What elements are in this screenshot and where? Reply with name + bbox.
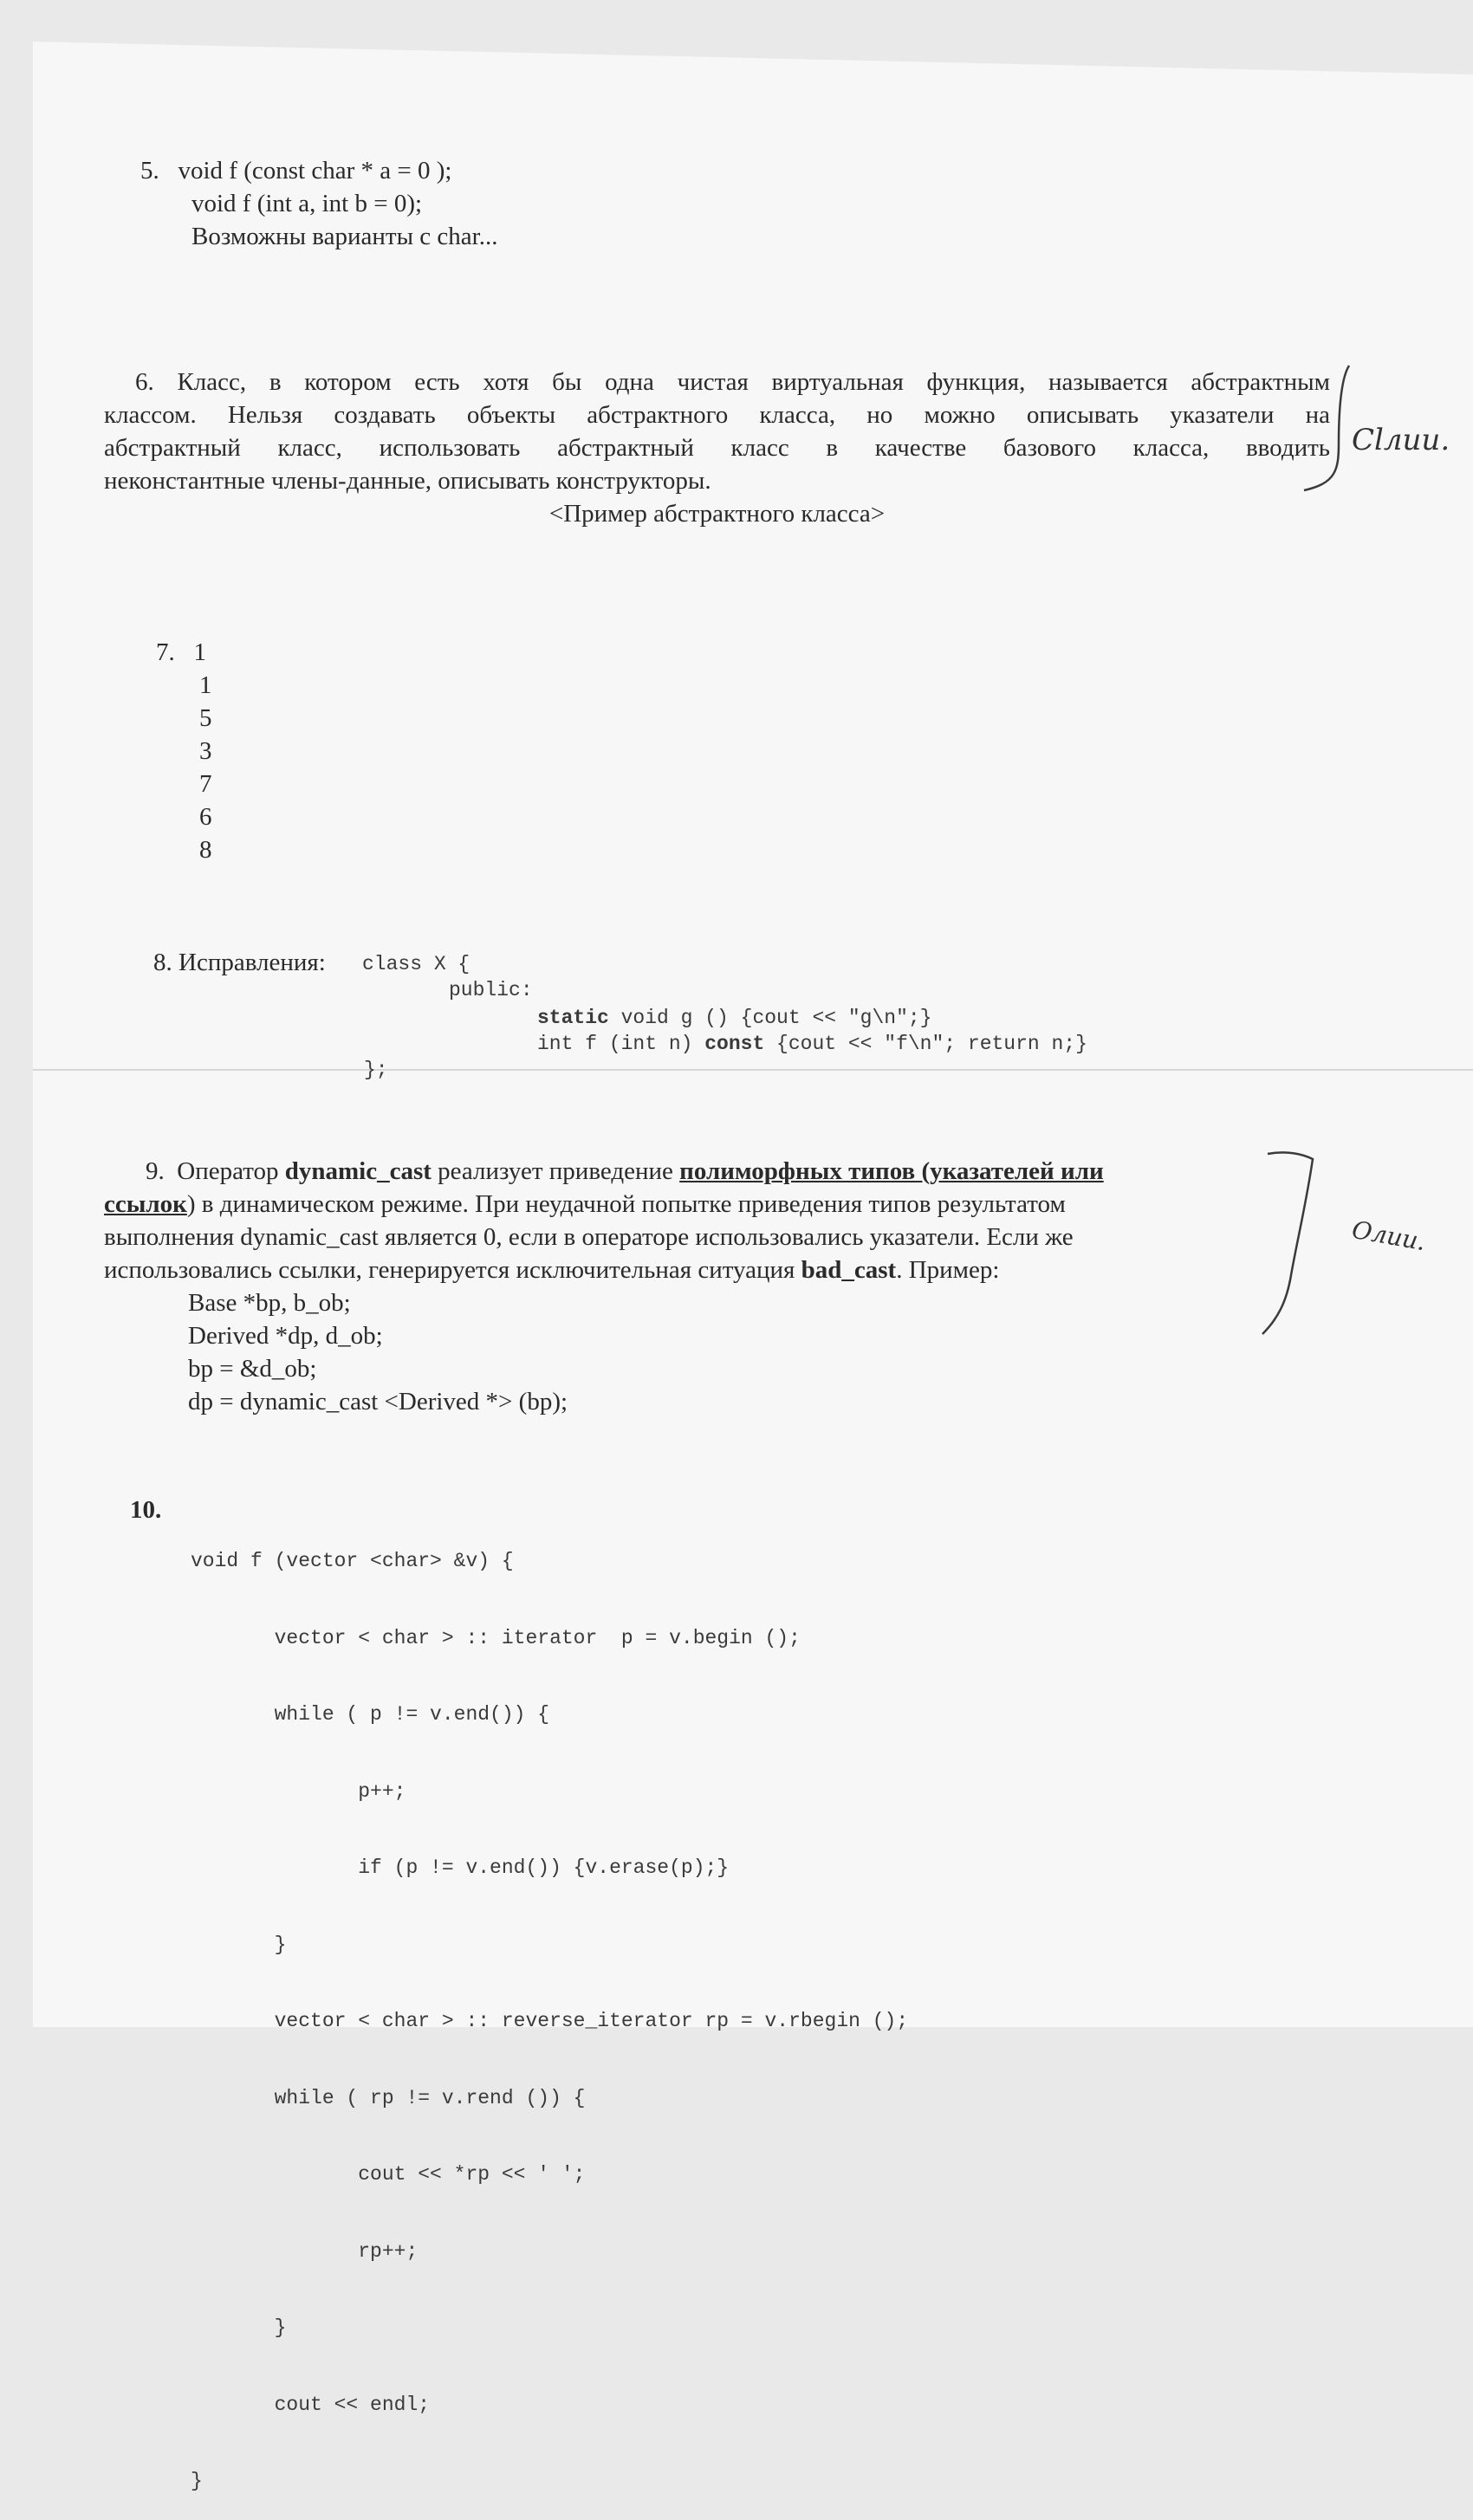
corrections-label: Исправления:	[178, 949, 326, 976]
question-number: 5.	[140, 157, 159, 185]
code-line: cout << *rp << ' ';	[191, 2163, 586, 2186]
code-line: void f (vector <char> &v) {	[191, 1550, 514, 1572]
question-number: 7.	[156, 638, 175, 666]
q8-code-line: };	[364, 1059, 388, 1081]
q9-text: использовались ссылки, генерируется исключительная ситуация	[104, 1256, 801, 1284]
abstract-class-example: <Пример абстрактного класса>	[548, 500, 886, 528]
margin-bracket	[1295, 362, 1356, 496]
q9-example-line: Derived *dp, d_ob;	[188, 1322, 383, 1350]
question-number: 8.	[153, 949, 172, 976]
code-line: rp++;	[191, 2239, 419, 2263]
answer-value: 3	[199, 737, 212, 765]
margin-grade-note: Oлии.	[1349, 1215, 1428, 1257]
code-line: cout << endl;	[191, 2393, 431, 2416]
code-line: if (p != v.end()) {v.erase(p);}	[191, 1856, 730, 1879]
q8-code-line	[537, 1031, 1087, 1057]
answer-value: 1	[199, 671, 212, 699]
code-line: }	[191, 2470, 203, 2492]
q9-text: реализует приведение	[431, 1157, 680, 1185]
question-6	[104, 366, 1330, 530]
q6-line: Класс, в котором есть хотя бы одна чистая виртуальная функция, называется абстрактным	[177, 368, 1330, 396]
code-line: }	[191, 2316, 287, 2339]
question-9	[104, 1155, 1275, 1418]
q9-example-line: Base *bp, b_ob;	[188, 1289, 351, 1317]
references-term: ссылок	[104, 1190, 187, 1218]
code-line: while ( rp != v.rend ()) {	[191, 2086, 586, 2109]
q9-text: ) в динамическом режиме. При неудачной попытке приведения типов результатом	[186, 1190, 1066, 1218]
q5-line: Возможны варианты с char...	[191, 223, 498, 250]
const-keyword: const	[704, 1033, 765, 1055]
code-text: void g () {cout << "g\n";}	[608, 1007, 932, 1029]
q9-text: Оператор	[177, 1157, 285, 1185]
q8-code-line	[537, 1005, 932, 1031]
answer-value: 7	[199, 770, 212, 798]
answer-value: 6	[199, 803, 212, 831]
q9-example-line: dp = dynamic_cast <Derived *> (bp);	[188, 1388, 568, 1415]
code-line: while ( p != v.end()) {	[191, 1703, 550, 1726]
q6-line: абстрактный класс, использовать абстрактный класс в качестве базового класса, вводить	[104, 434, 1330, 462]
dynamic-cast-term: dynamic_cast	[284, 1157, 432, 1185]
q5-line: void f (const char * a = 0 );	[178, 157, 452, 185]
margin-bracket	[1252, 1145, 1321, 1340]
question-7	[156, 636, 212, 866]
question-number: 9.	[146, 1157, 165, 1185]
answer-value: 1	[193, 638, 206, 666]
code-line: vector < char > :: reverse_iterator rp = v.rbegin ();	[191, 2010, 909, 2032]
q6-line: неконстантные члены-данные, описывать конструкторы.	[104, 467, 711, 495]
margin-grade-note: Сlлии.	[1352, 423, 1450, 457]
question-8	[153, 946, 326, 979]
answer-value: 5	[199, 704, 212, 732]
code-line: p++;	[191, 1779, 406, 1803]
q9-text: выполнения dynamic_cast является 0, если в операторе использовались указатели. Если же	[104, 1223, 1074, 1251]
question-10-code	[191, 1498, 908, 2520]
answer-value: 8	[199, 836, 212, 864]
code-line: }	[191, 1933, 287, 1956]
question-5	[140, 154, 497, 253]
q9-example-line: bp = &d_ob;	[188, 1355, 317, 1383]
fold-line	[33, 1069, 1473, 1071]
question-number: 10.	[130, 1496, 162, 1524]
q5-line: void f (int a, int b = 0);	[191, 190, 423, 217]
bad-cast-term: bad_cast	[801, 1256, 897, 1284]
q6-line: классом. Нельзя создавать объекты абстрактного класса, но можно описывать указатели на	[104, 401, 1330, 429]
question-number: 6.	[135, 368, 154, 396]
q8-code-line: public:	[449, 979, 533, 1001]
code-text: int f (int n)	[537, 1033, 705, 1055]
code-line: vector < char > :: iterator p = v.begin ();	[191, 1626, 801, 1649]
q8-code-line: class X {	[362, 953, 470, 975]
q9-text: . Пример:	[896, 1256, 1000, 1284]
polymorphic-types-term: полиморфных типов (указателей или	[679, 1157, 1104, 1185]
static-keyword: static	[537, 1007, 609, 1029]
code-text: {cout << "f\n"; return n;}	[764, 1033, 1087, 1055]
